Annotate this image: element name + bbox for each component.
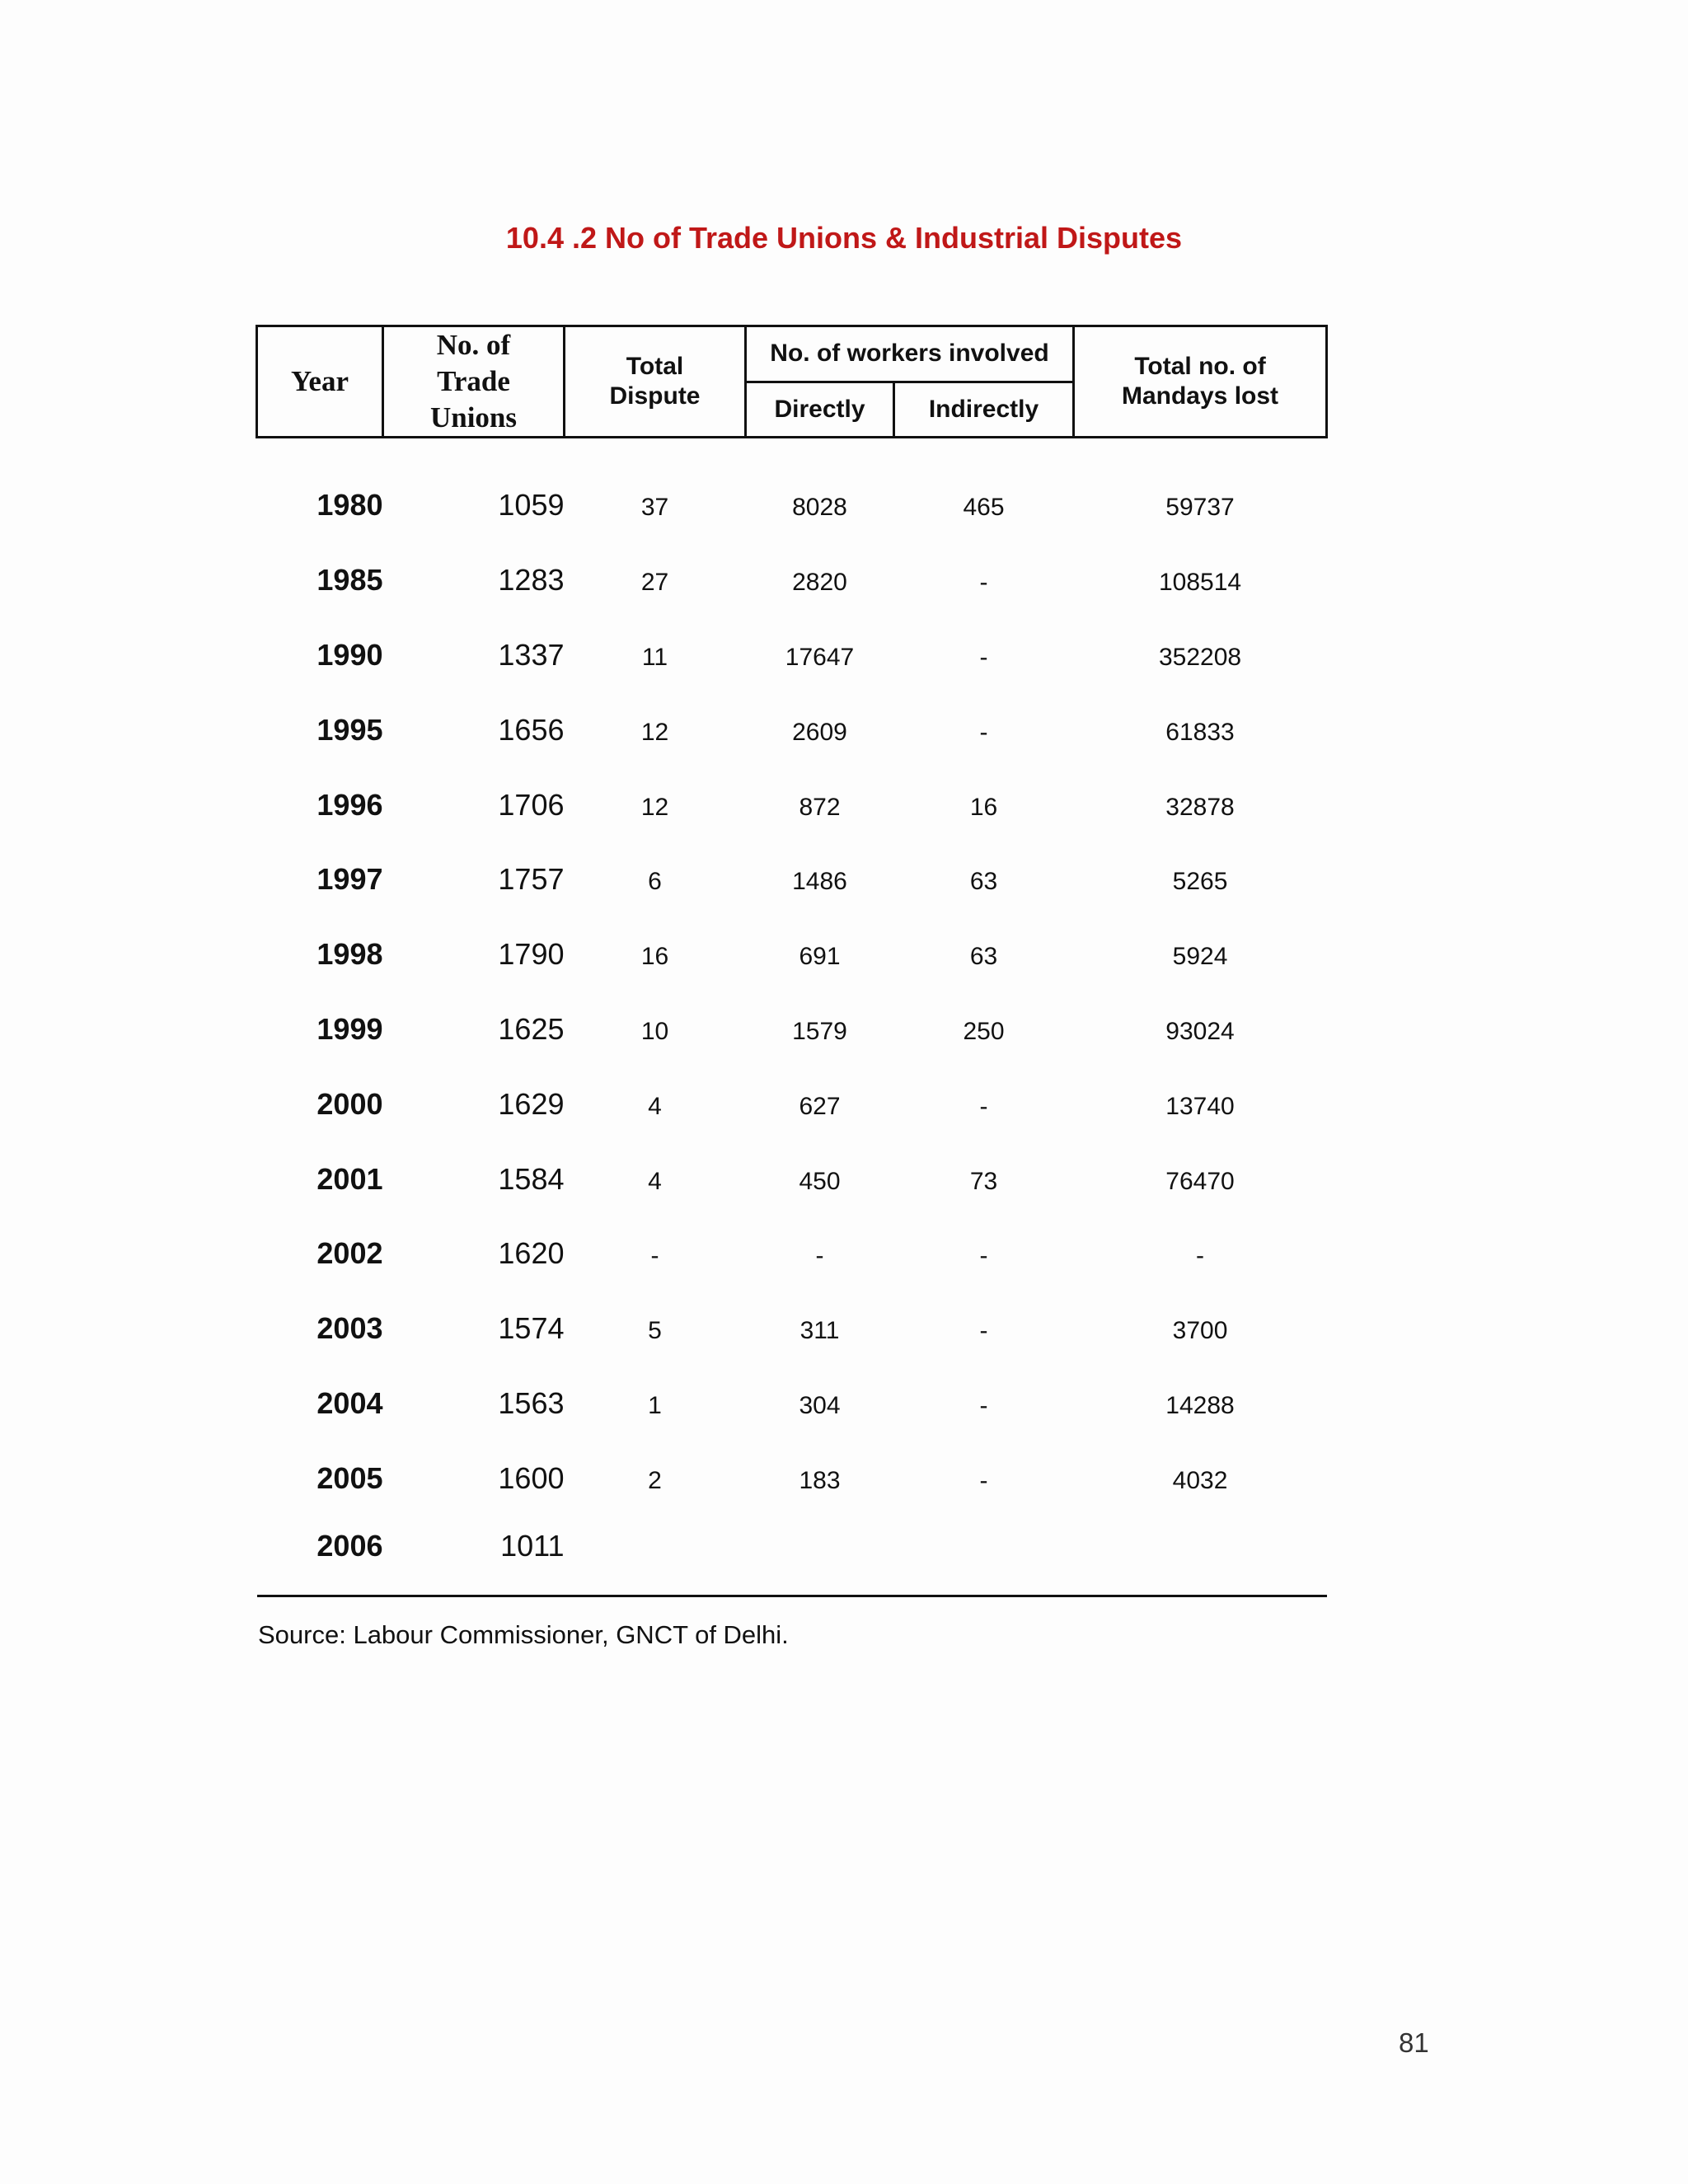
cell-indirectly-value: 16 (969, 793, 998, 821)
cell-indirectly (894, 767, 1074, 842)
cell-total-dispute-value: 27 (640, 569, 669, 597)
cell-indirectly (894, 1291, 1074, 1366)
cell-trade-unions-value: 1337 (498, 637, 565, 672)
table-row (257, 1066, 1327, 1141)
cell-year-value: 2005 (316, 1460, 383, 1495)
cell-trade-unions-value: 1574 (498, 1311, 565, 1346)
cell-indirectly-value: 73 (969, 1167, 998, 1195)
cell-indirectly-value: 63 (969, 868, 998, 896)
cell-total-dispute (565, 468, 746, 543)
cell-total-dispute-value: 10 (640, 1017, 669, 1045)
cell-directly-value: 1579 (792, 1017, 847, 1045)
cell-total-dispute (565, 1216, 746, 1291)
cell-year-value: 1990 (316, 637, 383, 672)
cell-indirectly (894, 1066, 1074, 1141)
table-row (257, 842, 1327, 917)
cell-year-value: 2003 (316, 1311, 383, 1346)
cell-indirectly (894, 917, 1074, 992)
cell-trade-unions-value: 1629 (498, 1086, 565, 1121)
cell-directly-value: 17647 (785, 643, 855, 671)
cell-year (257, 917, 383, 992)
cell-trade-unions (383, 917, 565, 992)
cell-year (257, 1066, 383, 1141)
cell-year (257, 767, 383, 842)
table-header (257, 326, 1327, 438)
cell-year-value: 2001 (316, 1161, 383, 1196)
header-total-dispute (565, 326, 746, 438)
table-row (257, 917, 1327, 992)
cell-directly (746, 468, 894, 543)
cell-directly (746, 692, 894, 767)
cell-indirectly (894, 842, 1074, 917)
cell-total-dispute-value: 12 (640, 718, 669, 746)
table-row (257, 543, 1327, 618)
table-row (257, 1441, 1327, 1516)
cell-mandays-lost (1074, 468, 1327, 543)
table-row (257, 1366, 1327, 1441)
cell-indirectly (894, 1216, 1074, 1291)
cell-directly (746, 917, 894, 992)
table-row (257, 1516, 1327, 1596)
cell-directly-value: 2609 (792, 718, 847, 746)
cell-mandays-lost (1074, 692, 1327, 767)
page-title: 10.4 .2 No of Trade Unions & Industrial Disputes (505, 221, 1183, 255)
cell-total-dispute (565, 1291, 746, 1366)
table-row (257, 692, 1327, 767)
cell-year (257, 543, 383, 618)
cell-total-dispute-value: 16 (640, 943, 669, 971)
cell-indirectly-value: 250 (963, 1017, 1005, 1045)
cell-directly (746, 1066, 894, 1141)
cell-total-dispute-value: 2 (648, 1466, 662, 1494)
cell-total-dispute-value: 12 (640, 793, 669, 821)
cell-indirectly (894, 1441, 1074, 1516)
cell-total-dispute (565, 767, 746, 842)
cell-total-dispute-value: 37 (640, 494, 669, 522)
cell-trade-unions (383, 1066, 565, 1141)
cell-directly-value: 183 (799, 1466, 841, 1494)
cell-trade-unions-value: 1600 (498, 1460, 565, 1495)
cell-total-dispute (565, 1516, 746, 1596)
table-row (257, 767, 1327, 842)
cell-indirectly-value: - (979, 643, 988, 671)
cell-trade-unions (383, 1516, 565, 1596)
cell-year-value: 1997 (316, 862, 383, 897)
page-number: 81 (1399, 2027, 1429, 2058)
data-table-container (256, 325, 1325, 1597)
cell-total-dispute-value: - (650, 1242, 659, 1270)
cell-year-value: 2000 (316, 1086, 383, 1121)
cell-directly (746, 618, 894, 693)
cell-total-dispute-value: 6 (648, 868, 662, 896)
cell-mandays-lost (1074, 543, 1327, 618)
header-workers-involved: No. of workers involved (746, 326, 1074, 382)
cell-directly-value: 2820 (792, 569, 847, 597)
cell-directly-value: 1486 (792, 868, 847, 896)
cell-mandays-lost (1074, 1366, 1327, 1441)
cell-trade-unions-value: 1283 (498, 563, 565, 598)
cell-indirectly (894, 692, 1074, 767)
cell-indirectly-value: - (979, 569, 988, 597)
cell-year-value: 1996 (316, 787, 383, 822)
cell-total-dispute (565, 1366, 746, 1441)
table-row (257, 992, 1327, 1067)
cell-year (257, 1516, 383, 1596)
cell-mandays-lost-value: 5265 (1172, 868, 1228, 896)
cell-mandays-lost (1074, 1441, 1327, 1516)
cell-year-value: 2002 (316, 1236, 383, 1271)
cell-directly (746, 842, 894, 917)
table-row (257, 618, 1327, 693)
cell-directly (746, 1216, 894, 1291)
cell-directly (746, 1516, 894, 1596)
cell-mandays-lost-value: 61833 (1165, 718, 1235, 746)
cell-trade-unions (383, 1216, 565, 1291)
cell-trade-unions-value: 1011 (500, 1529, 565, 1563)
cell-total-dispute (565, 1141, 746, 1216)
header-indirectly: Indirectly (894, 382, 1074, 438)
cell-trade-unions (383, 692, 565, 767)
cell-trade-unions (383, 618, 565, 693)
cell-mandays-lost (1074, 1141, 1327, 1216)
cell-total-dispute (565, 842, 746, 917)
cell-directly (746, 767, 894, 842)
cell-trade-unions (383, 767, 565, 842)
cell-directly-value: 450 (799, 1167, 841, 1195)
cell-directly-value: 627 (799, 1092, 841, 1120)
cell-total-dispute-value: 5 (648, 1317, 662, 1345)
header-trade-unions-label: No. of Trade Unions (429, 329, 518, 434)
cell-indirectly-value: - (979, 1466, 988, 1494)
cell-total-dispute-value: 4 (648, 1167, 662, 1195)
cell-indirectly-value: - (979, 1317, 988, 1345)
cell-directly-value: - (815, 1242, 824, 1270)
cell-indirectly (894, 468, 1074, 543)
cell-total-dispute (565, 1066, 746, 1141)
cell-year-value: 2004 (316, 1385, 383, 1420)
table-body (257, 438, 1327, 1596)
source-note: Source: Labour Commissioner, GNCT of Delhi. (258, 1620, 789, 1649)
cell-mandays-lost (1074, 1216, 1327, 1291)
cell-trade-unions (383, 842, 565, 917)
cell-indirectly-value: 465 (963, 494, 1005, 522)
cell-mandays-lost (1074, 1291, 1327, 1366)
cell-trade-unions-value: 1790 (498, 937, 565, 972)
cell-directly-value: 872 (799, 793, 841, 821)
cell-mandays-lost (1074, 842, 1327, 917)
cell-mandays-lost-value: 76470 (1165, 1167, 1235, 1195)
header-mandays-lost (1074, 326, 1327, 438)
cell-total-dispute-value: 1 (648, 1391, 662, 1419)
cell-indirectly-value: - (979, 1092, 988, 1120)
cell-indirectly (894, 543, 1074, 618)
table-row (257, 1291, 1327, 1366)
cell-trade-unions-value: 1059 (498, 488, 565, 523)
cell-indirectly (894, 1366, 1074, 1441)
cell-mandays-lost-value: 352208 (1158, 643, 1242, 671)
table-row (257, 1141, 1327, 1216)
cell-trade-unions (383, 1141, 565, 1216)
cell-total-dispute (565, 618, 746, 693)
cell-trade-unions-value: 1620 (498, 1236, 565, 1271)
cell-mandays-lost (1074, 992, 1327, 1067)
cell-year (257, 692, 383, 767)
trade-unions-table (256, 325, 1328, 1597)
cell-indirectly-value: - (979, 1242, 988, 1270)
cell-indirectly-value: - (979, 1391, 988, 1419)
header-total-dispute-label: Total Dispute (609, 353, 701, 410)
cell-mandays-lost (1074, 618, 1327, 693)
cell-total-dispute-value: 11 (641, 643, 668, 671)
cell-year (257, 1291, 383, 1366)
cell-trade-unions-value: 1584 (498, 1161, 565, 1196)
cell-year-value: 1995 (316, 712, 383, 747)
cell-mandays-lost (1074, 1516, 1327, 1596)
cell-mandays-lost (1074, 767, 1327, 842)
cell-year (257, 1141, 383, 1216)
cell-year (257, 468, 383, 543)
cell-total-dispute (565, 543, 746, 618)
cell-trade-unions (383, 468, 565, 543)
cell-mandays-lost (1074, 1066, 1327, 1141)
cell-total-dispute-value: 4 (648, 1092, 662, 1120)
cell-mandays-lost-value: 32878 (1165, 793, 1235, 821)
cell-trade-unions-value: 1706 (498, 787, 565, 822)
cell-directly (746, 1441, 894, 1516)
cell-trade-unions (383, 1366, 565, 1441)
cell-year-value: 1999 (316, 1011, 383, 1046)
cell-year-value: 1998 (316, 937, 383, 972)
cell-directly-value: 8028 (792, 494, 847, 522)
cell-directly (746, 1141, 894, 1216)
cell-mandays-lost (1074, 917, 1327, 992)
cell-indirectly-value: 63 (969, 943, 998, 971)
cell-mandays-lost-value: 3700 (1172, 1317, 1228, 1345)
cell-mandays-lost-value: 59737 (1165, 494, 1235, 522)
cell-year (257, 842, 383, 917)
cell-trade-unions (383, 992, 565, 1067)
table-row (257, 468, 1327, 543)
cell-trade-unions (383, 1441, 565, 1516)
cell-mandays-lost-value: 4032 (1172, 1466, 1228, 1494)
header-year: Year (257, 326, 383, 438)
cell-trade-unions-value: 1656 (498, 712, 565, 747)
cell-year (257, 1441, 383, 1516)
cell-year-value: 1980 (316, 488, 383, 523)
cell-total-dispute (565, 917, 746, 992)
cell-trade-unions-value: 1757 (498, 862, 565, 897)
cell-directly (746, 1291, 894, 1366)
header-trade-unions (383, 326, 565, 438)
cell-directly-value: 691 (799, 943, 841, 971)
header-mandays-lost-label: Total no. of Mandays lost (1121, 353, 1279, 410)
cell-trade-unions-value: 1563 (498, 1385, 565, 1420)
cell-directly (746, 1366, 894, 1441)
cell-total-dispute (565, 692, 746, 767)
cell-trade-unions (383, 1291, 565, 1366)
cell-mandays-lost-value: 5924 (1172, 943, 1228, 971)
cell-indirectly (894, 1516, 1074, 1596)
cell-trade-unions (383, 543, 565, 618)
header-directly: Directly (746, 382, 894, 438)
cell-indirectly (894, 992, 1074, 1067)
cell-mandays-lost-value: - (1196, 1242, 1205, 1270)
cell-directly-value: 304 (799, 1391, 841, 1419)
cell-mandays-lost-value: 108514 (1158, 569, 1242, 597)
cell-trade-unions-value: 1625 (498, 1011, 565, 1046)
cell-mandays-lost-value: 14288 (1165, 1391, 1235, 1419)
cell-year (257, 992, 383, 1067)
cell-directly (746, 992, 894, 1067)
cell-mandays-lost-value: 13740 (1165, 1092, 1235, 1120)
cell-directly-value: 311 (799, 1317, 840, 1345)
cell-mandays-lost-value: 93024 (1165, 1017, 1235, 1045)
cell-total-dispute (565, 992, 746, 1067)
cell-year (257, 1216, 383, 1291)
cell-year-value: 2006 (316, 1529, 383, 1563)
cell-year (257, 618, 383, 693)
cell-directly (746, 543, 894, 618)
cell-indirectly-value: - (979, 718, 988, 746)
cell-indirectly (894, 618, 1074, 693)
cell-total-dispute (565, 1441, 746, 1516)
cell-year (257, 1366, 383, 1441)
cell-indirectly (894, 1141, 1074, 1216)
table-row (257, 1216, 1327, 1291)
cell-year-value: 1985 (316, 563, 383, 598)
